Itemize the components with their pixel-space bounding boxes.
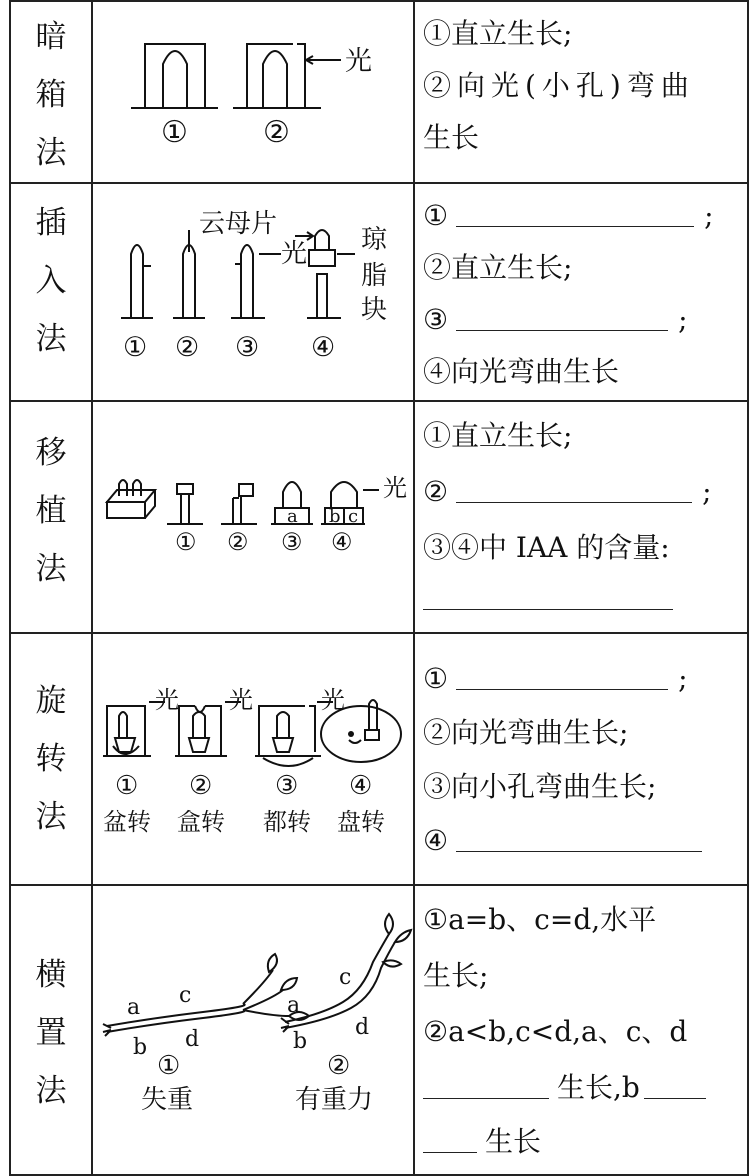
result-line: ②向光(小孔)弯曲	[423, 69, 695, 102]
method-char: 法	[35, 799, 67, 835]
method-char: 暗	[35, 19, 67, 55]
side-label: c	[339, 965, 352, 990]
figure-number: ③	[281, 528, 303, 556]
result-line	[423, 294, 739, 346]
horizontal-figure-cell	[92, 885, 414, 1175]
rotation-caption: 盘转	[337, 808, 385, 836]
method-char: 法	[35, 135, 67, 171]
side-label: a	[287, 993, 301, 1018]
result-line: ①直立生长;	[423, 17, 573, 50]
block-label: c	[348, 506, 359, 527]
method-cell	[10, 633, 92, 885]
result-line: 生长	[423, 121, 480, 154]
result-line: ①a=b、c=d,水平	[423, 903, 657, 936]
rotation-caption: 盒转	[177, 808, 225, 836]
figure-number: ④	[349, 771, 373, 801]
answer-blank	[644, 1068, 706, 1099]
light-label: 光	[383, 474, 407, 502]
result-number: ④	[423, 824, 449, 857]
table-row	[10, 401, 748, 633]
figure-number: ①	[175, 528, 197, 556]
result-punct: ;	[678, 662, 688, 695]
method-char: 法	[35, 1073, 67, 1109]
result-line	[423, 814, 739, 868]
light-label: 光	[155, 686, 179, 714]
side-label: d	[355, 1015, 370, 1040]
result-line: ③④中 IAA 的含量:	[423, 531, 670, 564]
side-label: b	[133, 1035, 148, 1060]
agar-label: 琼	[361, 225, 388, 255]
light-label: 光	[321, 686, 345, 714]
answer-blank	[423, 1122, 477, 1153]
result-number: ③	[423, 303, 449, 336]
result-punct: ;	[678, 303, 688, 336]
figure-number: ①	[157, 1051, 181, 1081]
mica-label: 云母片	[199, 209, 278, 239]
light-label: 光	[345, 46, 372, 77]
answer-blank	[456, 300, 668, 331]
result-cell	[414, 183, 748, 401]
result-punct: ;	[704, 199, 714, 232]
figure-number: ②	[175, 332, 200, 363]
result-line	[423, 576, 739, 622]
result-line	[423, 190, 739, 242]
result-line: ④向光弯曲生长	[423, 355, 620, 388]
figure-number: ③	[235, 332, 260, 363]
result-line: ②向光弯曲生长;	[423, 716, 629, 749]
result-line	[423, 652, 739, 706]
figure-number: ③	[275, 771, 299, 801]
method-char: 箱	[35, 77, 67, 113]
side-label: a	[127, 995, 141, 1020]
method-char: 转	[35, 741, 67, 777]
answer-blank	[456, 472, 692, 503]
method-char: 法	[35, 321, 67, 357]
dark-box-diagram	[93, 2, 413, 176]
result-line: ③向小孔弯曲生长;	[423, 770, 657, 803]
horizontal-diagram	[93, 886, 413, 1174]
result-text: 生长	[485, 1125, 542, 1158]
result-cell	[414, 633, 748, 885]
method-cell	[10, 885, 92, 1175]
result-line: ②直立生长;	[423, 251, 573, 284]
result-line: ②a<b,c<d,a、c、d	[423, 1015, 688, 1048]
table-row	[10, 633, 748, 885]
insertion-diagram	[93, 184, 413, 400]
condition-caption: 有重力	[295, 1085, 374, 1115]
side-label: c	[179, 983, 192, 1008]
answer-blank	[423, 1068, 549, 1099]
table-row	[10, 1, 748, 183]
block-label: a	[287, 506, 298, 527]
result-line: ①直立生长;	[423, 419, 573, 452]
result-cell	[414, 885, 748, 1175]
figure-number: ①	[115, 771, 139, 801]
answer-blank	[456, 821, 702, 852]
method-char: 法	[35, 551, 67, 587]
method-char: 插	[35, 205, 67, 241]
result-cell	[414, 1, 748, 183]
figure-number: ②	[189, 771, 213, 801]
result-number: ①	[423, 199, 449, 232]
answer-blank	[456, 196, 694, 227]
method-char: 置	[35, 1015, 67, 1051]
figure-number: ②	[227, 528, 249, 556]
rotation-caption: 都转	[263, 808, 311, 836]
side-label: d	[185, 1027, 200, 1052]
light-label: 光	[281, 239, 308, 269]
result-cell	[414, 401, 748, 633]
figure-number: ②	[327, 1051, 351, 1081]
result-line	[423, 1116, 739, 1168]
table-row	[10, 885, 748, 1175]
figure-number: ①	[123, 332, 148, 363]
transplant-diagram	[93, 402, 413, 632]
figure-number: ①	[161, 115, 188, 150]
agar-label: 脂	[361, 261, 388, 291]
method-cell	[10, 1, 92, 183]
result-punct: ;	[702, 475, 712, 508]
table-row	[10, 183, 748, 401]
method-char: 入	[35, 263, 67, 299]
figure-number: ②	[263, 115, 290, 150]
result-line: 生长;	[423, 959, 489, 992]
condition-caption: 失重	[141, 1085, 194, 1115]
method-cell	[10, 401, 92, 633]
side-label: b	[293, 1029, 308, 1054]
method-char: 旋	[35, 683, 67, 719]
rotation-caption: 盆转	[103, 808, 151, 836]
method-char: 植	[35, 493, 67, 529]
rotation-diagram	[93, 634, 413, 884]
result-text: 生长,b	[557, 1071, 640, 1104]
result-line	[423, 1060, 739, 1116]
figure-number: ④	[331, 528, 353, 556]
transplant-figure-cell	[92, 401, 414, 633]
result-number: ②	[423, 475, 449, 508]
method-char: 移	[35, 435, 67, 471]
dark-box-figure-cell	[92, 1, 414, 183]
figure-number: ④	[311, 332, 336, 363]
answer-blank	[423, 579, 673, 610]
rotation-figure-cell	[92, 633, 414, 885]
light-label: 光	[229, 686, 253, 714]
result-number: ①	[423, 662, 449, 695]
answer-blank	[456, 659, 668, 690]
block-label: b	[329, 506, 341, 527]
method-char: 横	[35, 957, 67, 993]
result-line	[423, 464, 739, 520]
experiment-table	[9, 0, 749, 1176]
method-cell	[10, 183, 92, 401]
agar-label: 块	[361, 295, 388, 325]
insertion-figure-cell	[92, 183, 414, 401]
